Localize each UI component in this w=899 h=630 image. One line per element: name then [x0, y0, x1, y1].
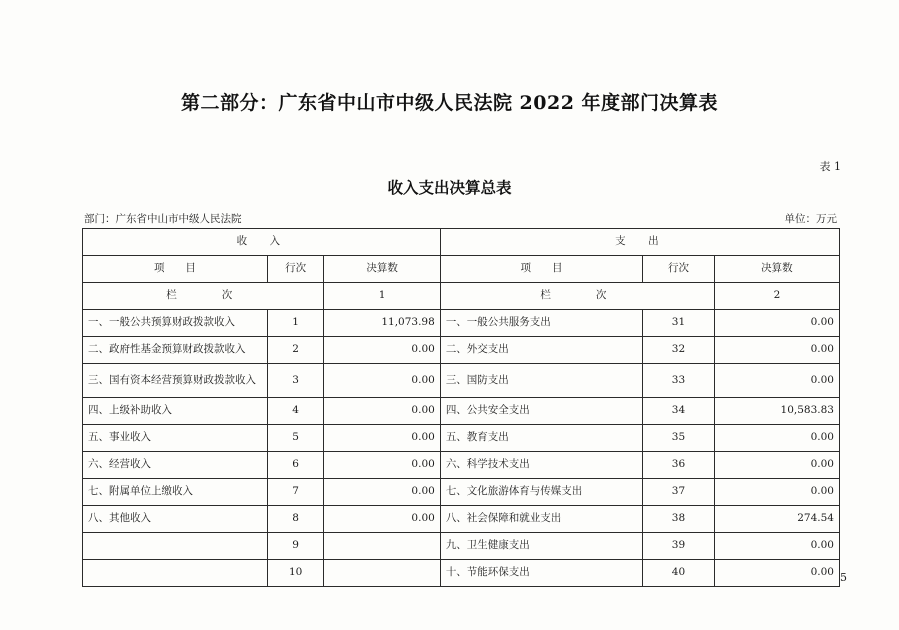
income-amount: 0.00: [324, 506, 440, 533]
table-row: [83, 337, 840, 364]
income-amount: 0.00: [324, 479, 440, 506]
expenditure-row-no: 36: [643, 452, 715, 479]
expenditure-amount: 0.00: [714, 310, 839, 337]
income-amount: 0.00: [324, 452, 440, 479]
income-item: 三、国有资本经营预算财政拨款收入: [83, 364, 268, 398]
income-item: 七、附属单位上缴收入: [83, 479, 268, 506]
expenditure-item: 四、公共安全支出: [440, 398, 642, 425]
income-amount: [324, 560, 440, 587]
income-row-no: 1: [267, 310, 324, 337]
table-row: [83, 310, 840, 337]
table-row: [83, 506, 840, 533]
expenditure-item: 五、教育支出: [440, 425, 642, 452]
expenditure-amount: 0.00: [714, 364, 839, 398]
income-item: [83, 560, 268, 587]
income-group-header: 收 入: [83, 229, 441, 256]
expenditure-row-no: 38: [643, 506, 715, 533]
income-row-no: 5: [267, 425, 324, 452]
income-row-no: 8: [267, 506, 324, 533]
income-column-index: 1: [324, 283, 440, 310]
income-amount: 0.00: [324, 425, 440, 452]
income-row-no: 7: [267, 479, 324, 506]
department-label: 部门：广东省中山市中级人民法院: [84, 213, 242, 225]
expenditure-column-label: 栏 次: [440, 283, 714, 310]
expenditure-item: 六、科学技术支出: [440, 452, 642, 479]
expenditure-row-no: 31: [643, 310, 715, 337]
table-row: [83, 479, 840, 506]
expenditure-item: 一、一般公共服务支出: [440, 310, 642, 337]
page-number: 5: [840, 571, 847, 584]
income-row-no: 2: [267, 337, 324, 364]
expenditure-amount: 0.00: [714, 560, 839, 587]
expenditure-amount: 0.00: [714, 425, 839, 452]
expenditure-item: 二、外交支出: [440, 337, 642, 364]
expenditure-row-no: 37: [643, 479, 715, 506]
expenditure-amount: 0.00: [714, 337, 839, 364]
budget-final-accounts-table: [82, 228, 840, 587]
income-item: 八、其他收入: [83, 506, 268, 533]
table-row: [83, 452, 840, 479]
expenditure-item: 十、节能环保支出: [440, 560, 642, 587]
expenditure-amount: 10,583.83: [714, 398, 839, 425]
table-group-header-row: [83, 229, 840, 256]
income-item-header: 项 目: [83, 256, 268, 283]
table-row: [83, 560, 840, 587]
expenditure-item-header: 项 目: [440, 256, 642, 283]
expenditure-row-no: 32: [643, 337, 715, 364]
table-row: [83, 425, 840, 452]
expenditure-group-header: 支 出: [440, 229, 839, 256]
income-amount: [324, 533, 440, 560]
income-item: 五、事业收入: [83, 425, 268, 452]
income-row-no: 4: [267, 398, 324, 425]
income-item: [83, 533, 268, 560]
form-number: 表 1: [819, 160, 841, 173]
expenditure-row-no: 40: [643, 560, 715, 587]
table-row: [83, 364, 840, 398]
expenditure-amount: 0.00: [714, 533, 839, 560]
table-column-index-row: [83, 283, 840, 310]
income-row-no: 9: [267, 533, 324, 560]
page-title: 第二部分：广东省中山市中级人民法院 2022 年度部门决算表: [180, 92, 719, 114]
income-row-no: 6: [267, 452, 324, 479]
income-item: 二、政府性基金预算财政拨款收入: [83, 337, 268, 364]
expenditure-item: 七、文化旅游体育与传媒支出: [440, 479, 642, 506]
expenditure-amount: 0.00: [714, 479, 839, 506]
income-column-label: 栏 次: [83, 283, 324, 310]
expenditure-row-no: 34: [643, 398, 715, 425]
expenditure-row-no: 35: [643, 425, 715, 452]
income-row-no: 3: [267, 364, 324, 398]
expenditure-rowno-header: 行次: [643, 256, 715, 283]
income-item: 六、经营收入: [83, 452, 268, 479]
expenditure-row-no: 33: [643, 364, 715, 398]
income-rowno-header: 行次: [267, 256, 324, 283]
expenditure-row-no: 39: [643, 533, 715, 560]
expenditure-amount: 274.54: [714, 506, 839, 533]
expenditure-item: 八、社会保障和就业支出: [440, 506, 642, 533]
income-amount: 0.00: [324, 337, 440, 364]
table-row: [83, 398, 840, 425]
table-column-header-row: [83, 256, 840, 283]
table-row: [83, 533, 840, 560]
expenditure-column-index: 2: [714, 283, 839, 310]
income-item: 四、上级补助收入: [83, 398, 268, 425]
expenditure-item: 九、卫生健康支出: [440, 533, 642, 560]
income-row-no: 10: [267, 560, 324, 587]
unit-label: 单位：万元: [784, 213, 837, 225]
expenditure-amount: 0.00: [714, 452, 839, 479]
income-amount: 11,073.98: [324, 310, 440, 337]
income-item: 一、一般公共预算财政拨款收入: [83, 310, 268, 337]
table-title: 收入支出决算总表: [387, 178, 512, 197]
income-amount: 0.00: [324, 398, 440, 425]
expenditure-amount-header: 决算数: [714, 256, 839, 283]
income-amount-header: 决算数: [324, 256, 440, 283]
expenditure-item: 三、国防支出: [440, 364, 642, 398]
income-amount: 0.00: [324, 364, 440, 398]
